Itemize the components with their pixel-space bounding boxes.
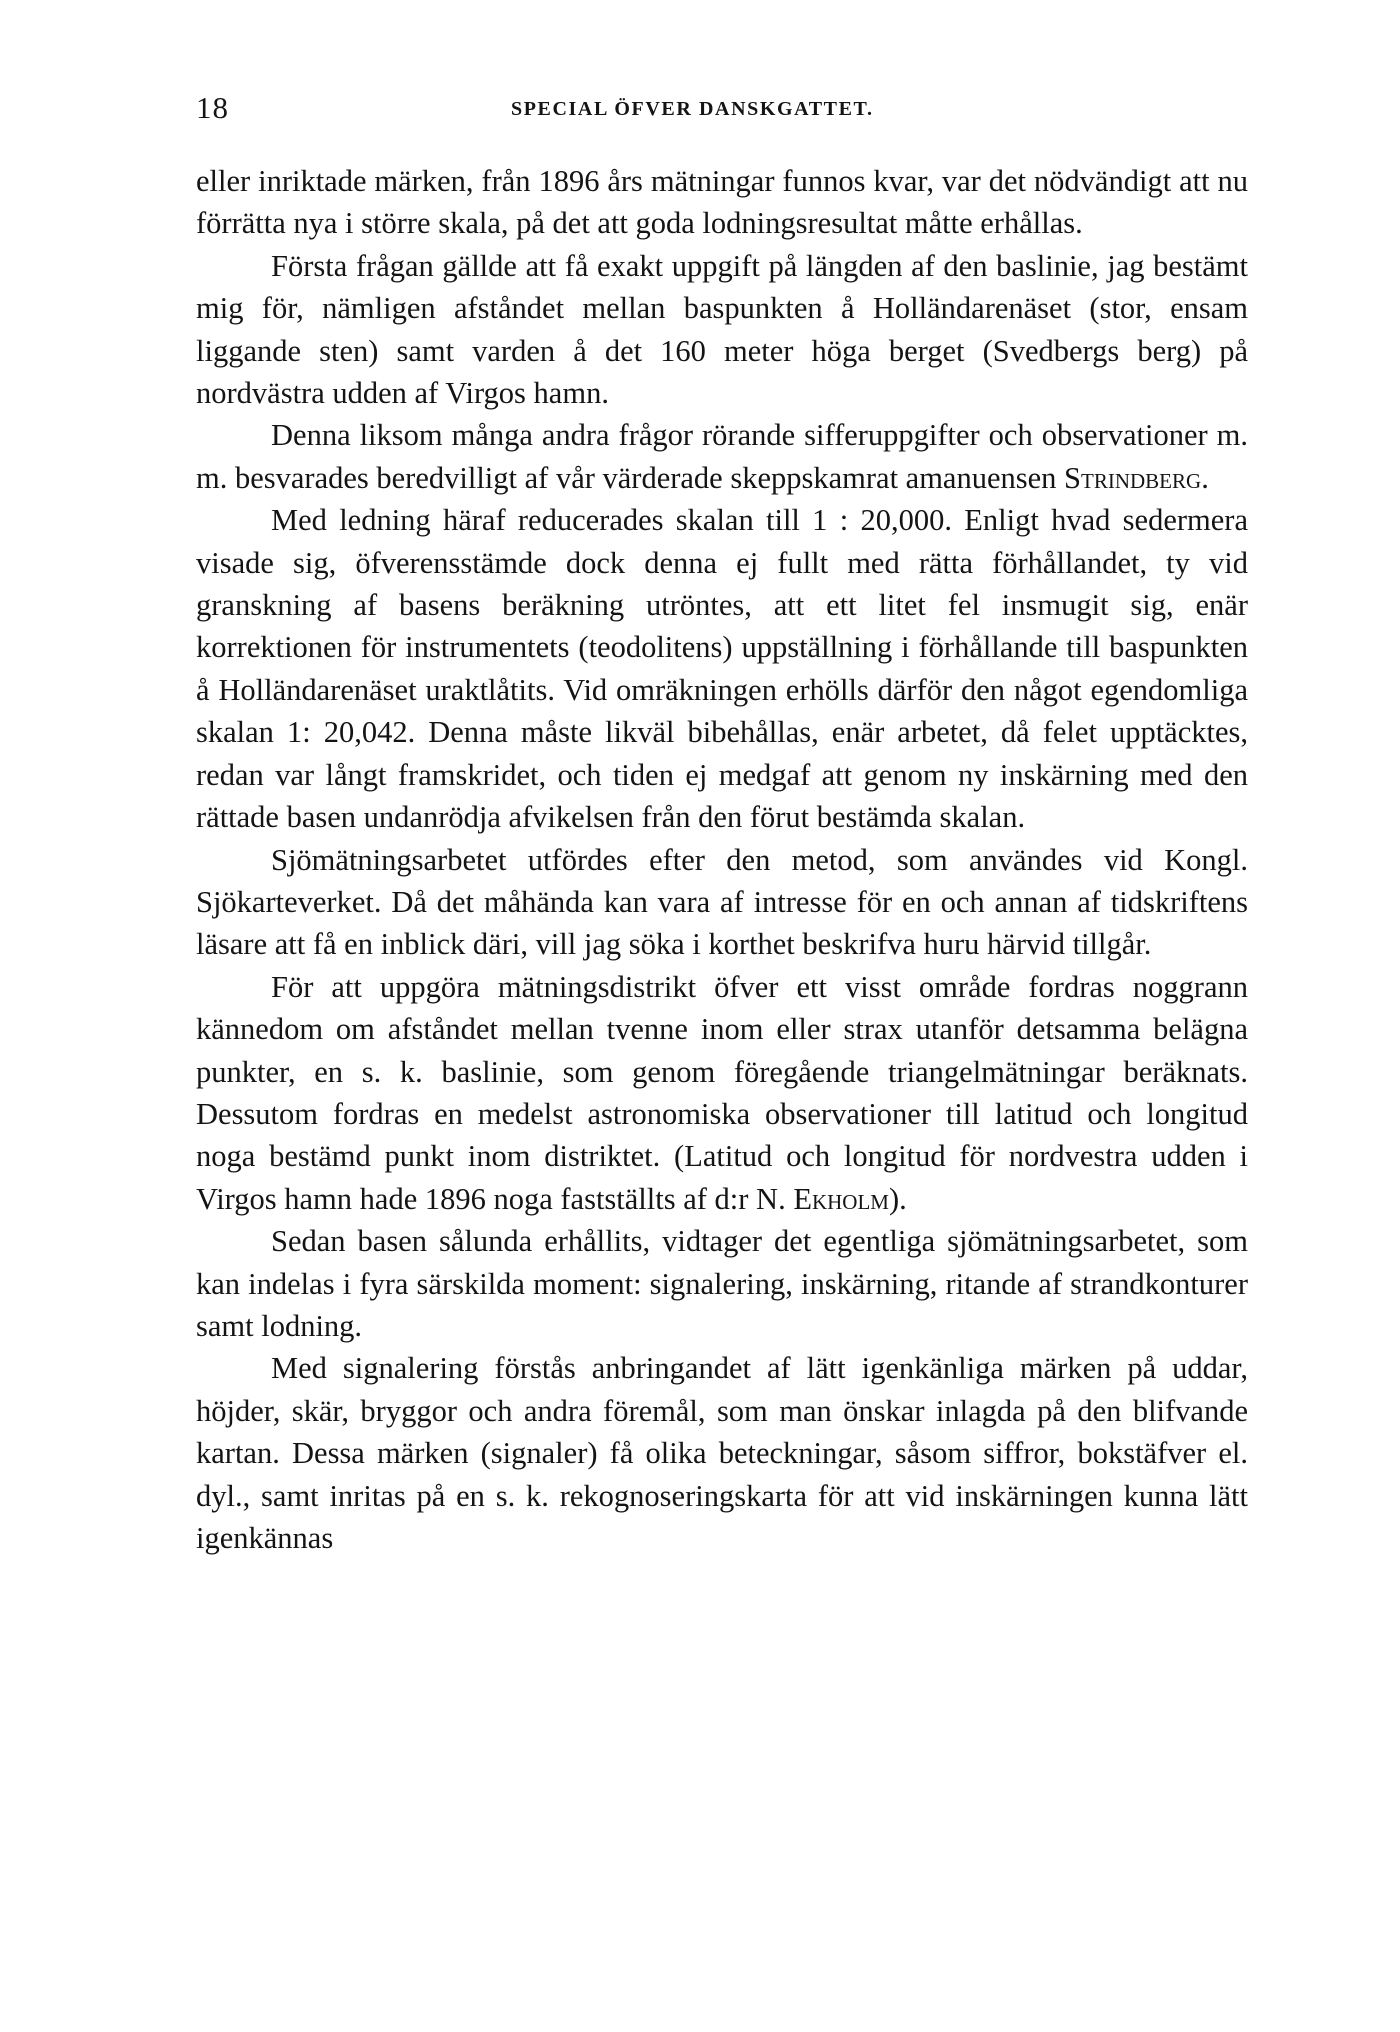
page-header	[196, 90, 1248, 136]
document-page	[196, 90, 1248, 1559]
paragraph-text: .	[1201, 460, 1209, 495]
paragraph-baseline: Första frågan gällde att få exakt uppgift på längden af den baslinie, jag bestämt mig för, nämligen afståndet mellan baspunkten å Holländarenäset (stor, ensam liggande sten) samt varden å det 160 meter höga berget (Svedbergs berg) på nordvästra udden af Virgos hamn.	[196, 248, 1248, 411]
paragraph-district	[196, 966, 1248, 1220]
person-name: Strindberg	[1064, 460, 1202, 495]
body-text	[196, 160, 1248, 1559]
person-name: Ekholm	[793, 1181, 889, 1216]
paragraph-method: Sjömätningsarbetet utfördes efter den metod, som användes vid Kongl. Sjökarteverket. Då det måhända kan vara af intresse för en och annan af tidskriftens läsare att få en inblick däri, vill jag söka i korthet beskrifva huru härvid tillgår.	[196, 842, 1248, 962]
paragraph-text: ).	[888, 1181, 907, 1216]
paragraph-scale: Med ledning häraf reducerades skalan till 1 : 20,000. Enligt hvad sedermera visade sig, öfverensstämde dock denna ej fullt med rätta förhållandet, ty vid granskning af basens beräkning utröntes, att ett litet fel insmugit sig, enär korrektionen för instrumentets (teodolitens) uppställning i förhållande till baspunkten å Holländarenäset uraktlåtits. Vid omräkningen erhölls därför den något egendomliga skalan 1: 20,042. Denna måste likväl bibehållas, enär arbetet, då felet upptäcktes, redan var långt framskridet, och tiden ej medgaf att genom ny inskärning med den rättade basen undanrödja afvikelsen från den förut bestämda skalan.	[196, 503, 1248, 835]
paragraph-continuation: eller inriktade märken, från 1896 års mätningar funnos kvar, var det nödvändigt att nu förrätta nya i större skala, på det att goda lodningsresultat måtte erhållas.	[196, 164, 1248, 241]
page-number: 18	[196, 90, 229, 125]
paragraph-text: För att uppgöra mätningsdistrikt öfver ett visst område fordras noggrann kännedom om afståndet mellan tvenne inom eller strax utanför detsamma belägna punkter, en s. k. baslinie, som genom föregående triangelmätningar beräknats. Dessutom fordras en medelst astronomiska observationer till latitud och longitud noga bestämd punkt inom distriktet. (Latitud och longitud för nordvestra udden i Virgos hamn hade 1896 noga fastställts af d:r N.	[196, 969, 1248, 1216]
paragraph-signalering: Med signalering förstås anbringandet af lätt igenkänliga märken på uddar, höjder, skär, bryggor och andra föremål, som man önskar inlagda på den blifvande kartan. Dessa märken (signaler) få olika beteckningar, såsom siffror, bokstäfver el. dyl., samt inritas på en s. k. rekognoseringskarta för att vid inskärningen kunna lätt igenkännas	[196, 1351, 1248, 1555]
paragraph-text: Denna liksom många andra frågor rörande sifferuppgifter och observationer m. m. besvarades beredvilligt af vår värderade skeppskamrat amanuensen	[196, 418, 1248, 495]
running-head: SPECIAL ÖFVER DANSKGATTET.	[511, 98, 874, 120]
paragraph-strindberg	[196, 414, 1248, 499]
paragraph-moments: Sedan basen sålunda erhållits, vidtager det egentliga sjömätningsarbetet, som kan indelas i fyra särskilda moment: signalering, inskärning, ritande af strandkonturer samt lodning.	[196, 1224, 1248, 1343]
